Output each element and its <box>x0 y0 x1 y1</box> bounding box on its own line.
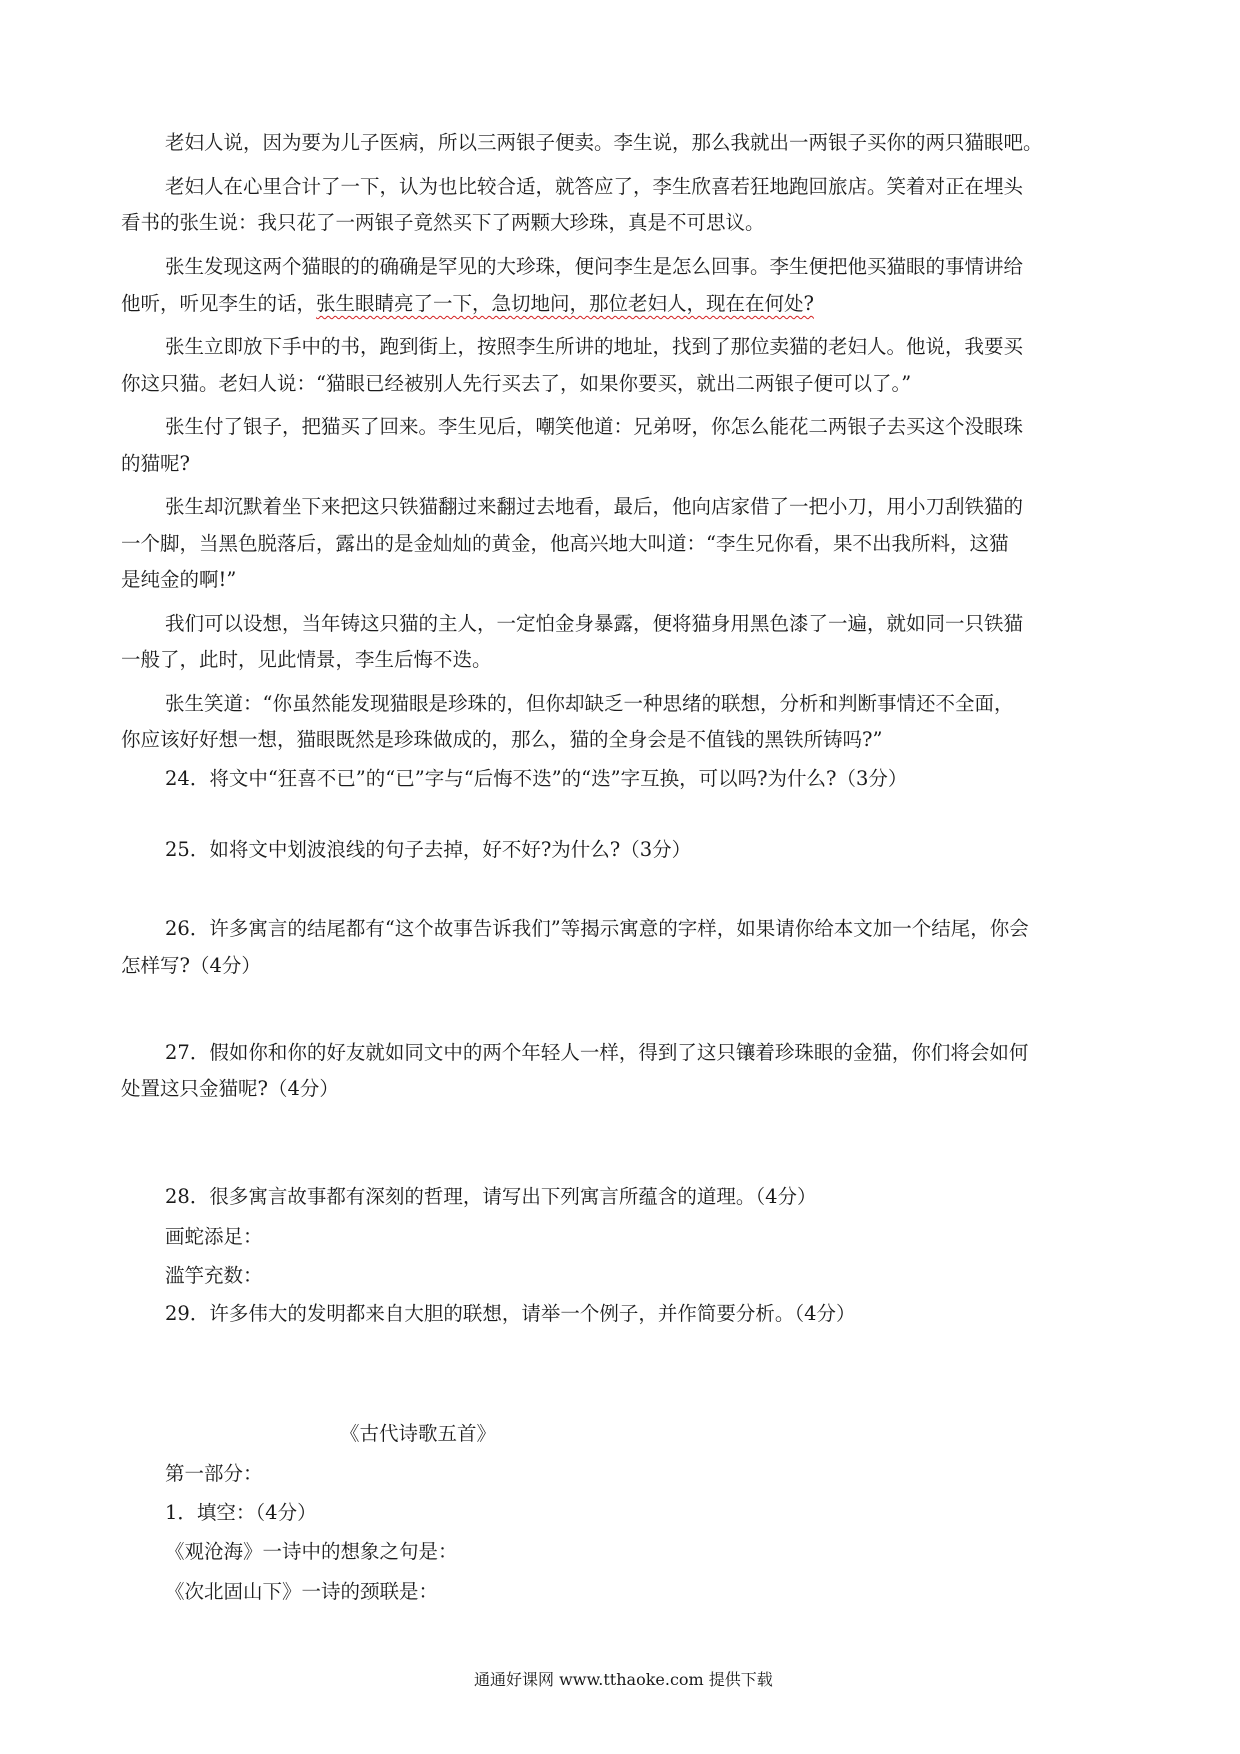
part-heading: 第一部分： <box>165 1462 263 1485</box>
paragraph-line: 一般了，此时，见此情景，李生后悔不迭。 <box>121 648 492 671</box>
paragraph-line: 我们可以设想，当年铸这只猫的主人，一定怕金身暴露，便将猫身用黑色漆了一遍，就如同一只铁猫 <box>165 612 1024 635</box>
paragraph-line: 的猫呢? <box>121 452 190 475</box>
paragraph-line: 张生立即放下手中的书，跑到街上，按照李生所讲的地址，找到了那位卖猫的老妇人。他说，我要买 <box>165 335 1024 358</box>
fill-blank-line: 《次北固山下》一诗的颈联是： <box>165 1580 439 1603</box>
question-26-cont: 怎样写?（4分） <box>121 954 261 977</box>
question-24: 24．将文中“狂喜不已”的“已”字与“后悔不迭”的“迭”字互换，可以吗?为什么?（3分） <box>165 767 908 790</box>
paragraph-line: 张生笑道：“你虽然能发现猫眼是珍珠的，但你却缺乏一种思绪的联想，分析和判断事情还不全面， <box>165 692 1014 715</box>
section-title: 《古代诗歌五首》 <box>340 1422 497 1445</box>
question-28-item: 滥竽充数： <box>165 1264 263 1287</box>
fill-blank-line: 《观沧海》一诗中的想象之句是： <box>165 1540 458 1563</box>
paragraph-line: 老妇人说，因为要为儿子医病，所以三两银子便卖。李生说，那么我就出一两银子买你的两只猫眼吧。 <box>165 131 1043 154</box>
question-27: 27．假如你和你的好友就如同文中的两个年轻人一样，得到了这只镶着珍珠眼的金猫，你们将会如何 <box>165 1041 1029 1064</box>
question-27-cont: 处置这只金猫呢?（4分） <box>121 1077 339 1100</box>
question-28-item: 画蛇添足： <box>165 1225 263 1248</box>
paragraph-line: 张生发现这两个猫眼的的确确是罕见的大珍珠，便问李生是怎么回事。李生便把他买猫眼的事情讲给 <box>165 255 1024 278</box>
paragraph-line: 你应该好好想一想，猫眼既然是珍珠做成的，那么，猫的全身会是不值钱的黑铁所铸吗?” <box>121 728 883 751</box>
text-segment: 他听，听见李生的话， <box>121 292 317 315</box>
wavy-underlined-sentence: 张生眼睛亮了一下，急切地问，那位老妇人，现在在何处? <box>316 292 814 315</box>
question-26: 26．许多寓言的结尾都有“这个故事告诉我们”等揭示寓意的字样，如果请你给本文加一个结尾，你会 <box>165 917 1029 940</box>
question-29: 29．许多伟大的发明都来自大胆的联想，请举一个例子，并作简要分析。（4分） <box>165 1302 856 1325</box>
paragraph-line: 张生却沉默着坐下来把这只铁猫翻过来翻过去地看，最后，他向店家借了一把小刀，用小刀刮铁猫的 <box>165 495 1024 518</box>
paragraph-line: 一个脚，当黑色脱落后，露出的是金灿灿的黄金，他高兴地大叫道：“李生兄你看，果不出我所料，这猫 <box>121 532 1009 555</box>
paragraph-line: 看书的张生说：我只花了一两银子竟然买下了两颗大珍珠，真是不可思议。 <box>121 211 765 234</box>
paragraph-line <box>121 290 814 318</box>
paragraph-line: 你这只猫。老妇人说：“猫眼已经被别人先行买去了，如果你要买，就出二两银子便可以了。” <box>121 372 912 395</box>
question-25: 25．如将文中划波浪线的句子去掉，好不好?为什么?（3分） <box>165 838 692 861</box>
paragraph-line: 老妇人在心里合计了一下，认为也比较合适，就答应了，李生欣喜若狂地跑回旅店。笑着对正在埋头 <box>165 175 1024 198</box>
paragraph-line: 张生付了银子，把猫买了回来。李生见后，嘲笑他道：兄弟呀，你怎么能花二两银子去买这个没眼珠 <box>165 415 1024 438</box>
paragraph-line: 是纯金的啊!” <box>121 568 237 591</box>
footer-text: 通通好课网 www.tthaoke.com 提供下载 <box>474 1670 773 1689</box>
question-28: 28．很多寓言故事都有深刻的哲理，请写出下列寓言所蕴含的道理。（4分） <box>165 1185 817 1208</box>
question-1: 1．填空：（4分） <box>165 1501 317 1524</box>
